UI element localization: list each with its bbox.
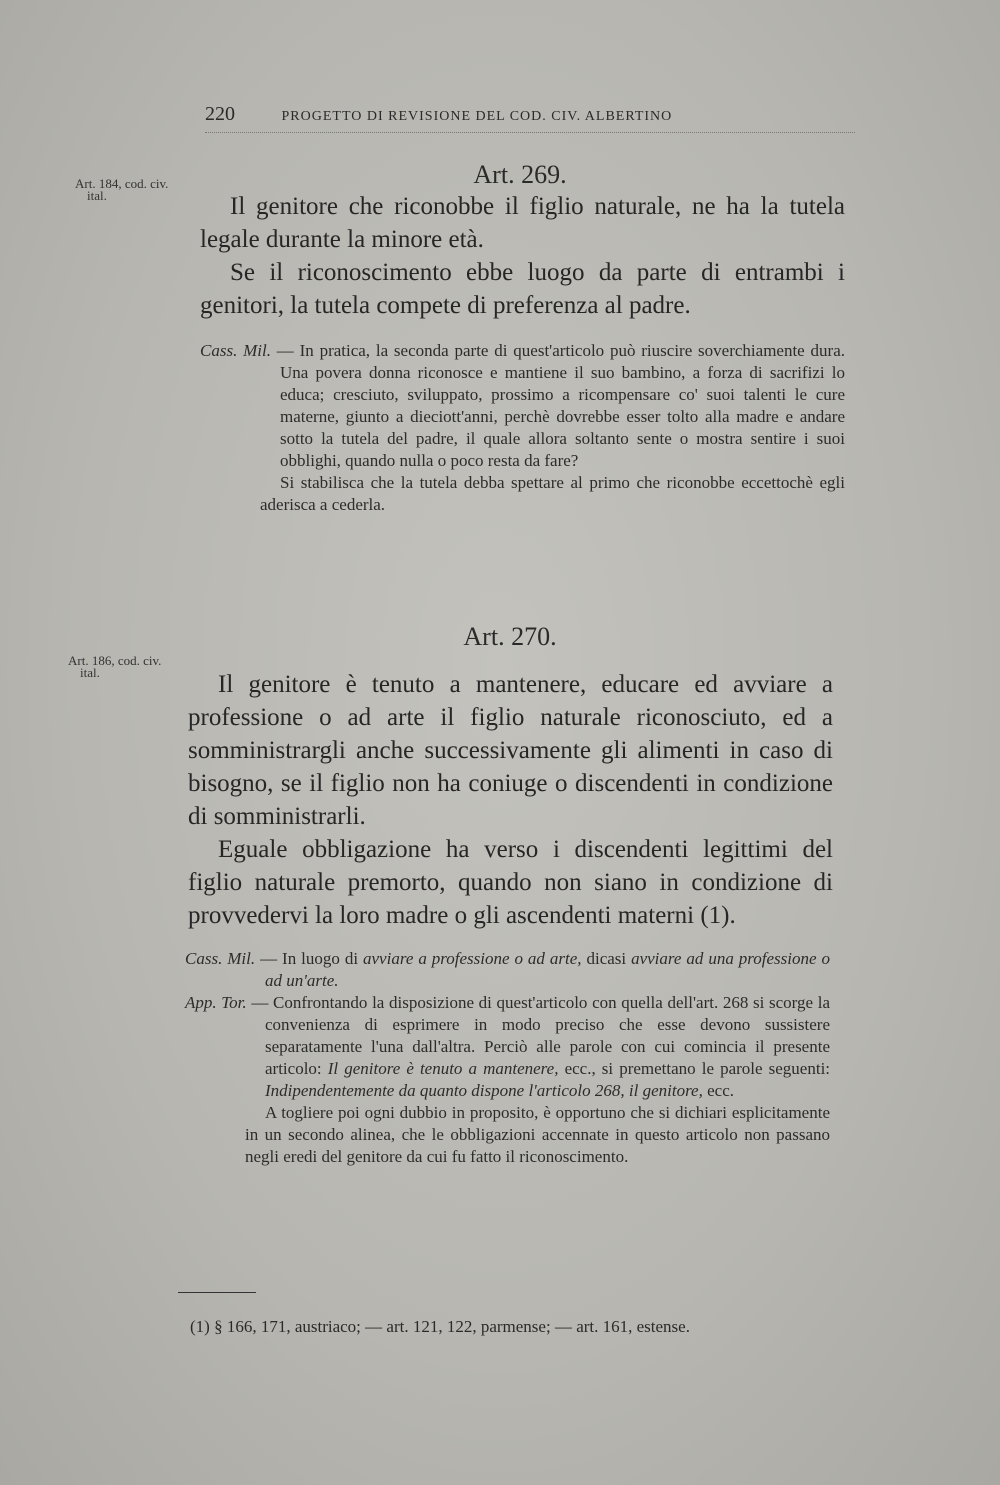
margin-reference-line: Art. 186, cod. civ. [68, 653, 162, 668]
footnote: (1) § 166, 171, austriaco; — art. 121, 122, parmense; — art. 161, estense. [190, 1317, 690, 1336]
article-paragraph: Il genitore è tenuto a mantenere, educare ed avviare a professione o ad arte il figlio naturale riconosciuto, ed a somministrargli anche successivamente gli alimenti in caso di bisogno, se il figlio non ha coniuge o discendenti in condizione di somministrarli. [188, 671, 833, 830]
commentary-paragraph [185, 948, 830, 992]
commentary-source: Cass. Mil. [200, 341, 271, 360]
footnote-divider [178, 1292, 256, 1293]
commentary-text: ecc. [707, 1081, 734, 1100]
commentary-text: — In pratica, la seconda parte di quest'articolo può riuscire soverchiamente dura. Una povera donna riconosce e mantiene il suo bambino, a forza di sacrifizi lo educa; cresciuto, sviluppato, prossimo a ricompensare co' suoi talenti le cure materne, giunto a dieciott'anni, perchè dovrebbe esser tolto alla madre e andare sotto la tutela del padre, il quale allora soltanto sente o mostra sentire i suoi obblighi, quando nulla o poco resta da fare? [276, 341, 845, 470]
commentary-italic: Indipendentemente da quanto dispone l'articolo 268, il genitore, [265, 1081, 703, 1100]
article-270-commentary [185, 948, 830, 1168]
article-paragraph: Se il riconoscimento ebbe luogo da parte di entrambi i genitori, la tutela compete di preferenza al padre. [200, 259, 845, 319]
running-header [205, 103, 855, 133]
commentary-italic: avviare a professione o ad arte, [363, 949, 582, 968]
margin-reference-line: Art. 184, cod. civ. [75, 176, 169, 191]
article-title-270: Art. 270. [463, 622, 557, 651]
commentary-paragraph: Si stabilisca che la tutela debba spettare al primo che riconobbe eccettochè egli aderisca a cederla. [260, 473, 845, 514]
margin-reference-art-269 [75, 178, 168, 202]
commentary-text: dicasi [586, 949, 627, 968]
commentary-source: Cass. Mil. [185, 949, 256, 968]
running-title: PROGETTO DI REVISIONE DEL COD. CIV. ALBERTINO [281, 109, 673, 124]
margin-reference-art-270 [68, 655, 161, 679]
commentary-text: — Confrontando la disposizione di quest'articolo con quella dell'art. 268 si scorge la convenienza di esprimere in modo preciso che esse devono sussistere separatamente l'una dall'altra. Perciò alle parole con cui comincia il presente articolo: [251, 993, 830, 1078]
margin-reference-line: ital. [87, 188, 107, 203]
commentary-text: ecc., si premettano le parole seguenti: [564, 1059, 831, 1078]
page-number: 220 [205, 103, 235, 125]
commentary-paragraph [200, 340, 845, 472]
margin-reference-line: ital. [80, 665, 100, 680]
article-paragraph: Eguale obbligazione ha verso i discendenti legittimi del figlio naturale premorto, quando non siano in condizione di provvedervi la loro madre o gli ascendenti materni (1). [188, 836, 833, 929]
article-269-text [200, 190, 845, 322]
commentary-italic: avviare ad una professione o ad un'arte. [265, 949, 830, 990]
article-paragraph: Il genitore che riconobbe il figlio naturale, ne ha la tutela legale durante la minore età. [200, 193, 845, 253]
article-270-text [188, 668, 833, 932]
article-269-commentary [200, 340, 845, 516]
commentary-source: App. Tor. [185, 993, 247, 1012]
commentary-paragraph: A togliere poi ogni dubbio in proposito, è opportuno che si dichiari esplicitamente in un secondo alinea, che le obbligazioni accennate in questo articolo non passano negli eredi del genitore da cui fu fatto il riconoscimento. [245, 1103, 830, 1166]
commentary-paragraph [185, 992, 830, 1102]
commentary-italic: Il genitore è tenuto a mantenere, [327, 1059, 559, 1078]
article-title-269: Art. 269. [473, 160, 567, 189]
commentary-text: — In luogo di [260, 949, 359, 968]
